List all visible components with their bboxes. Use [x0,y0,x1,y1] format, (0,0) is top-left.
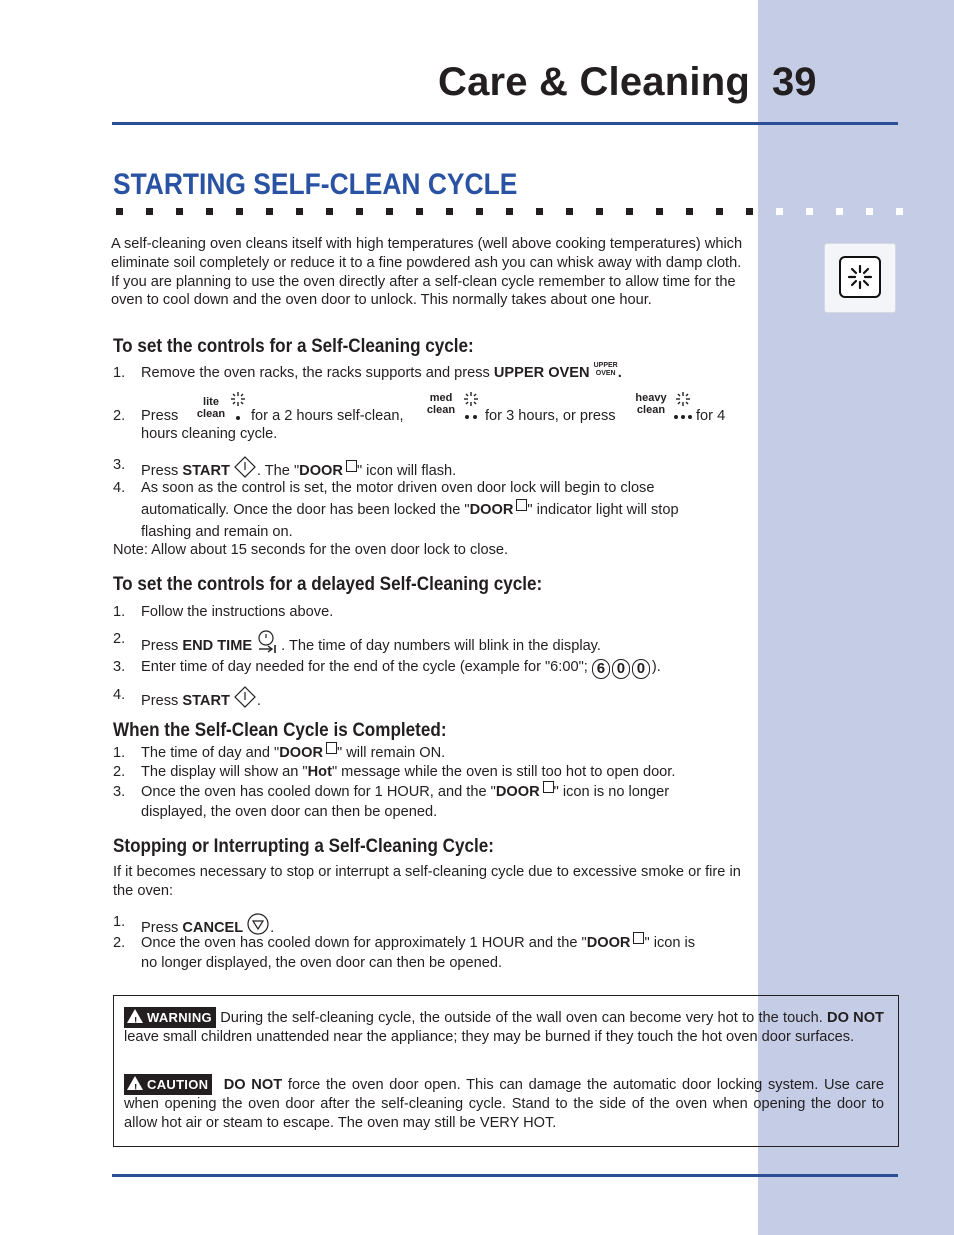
start-icon [233,455,257,479]
cancel-icon [246,912,270,936]
intro-paragraph: A self-cleaning oven cleans itself with high temperatures (well above cooking temperatures) which eliminate soil completely or reduce it to a fine powdered ash you can whisk away with damp cloth. If you are planning to use the oven directly after a self-clean cycle remember to allow time for the oven to cool down and the oven door to unlock. This normally takes about one hour. [111,236,743,309]
divider-dot [596,208,603,215]
page-title: Care & Cleaning [438,60,750,104]
divider-dot [566,208,573,215]
divider-dot [656,208,663,215]
stopping-intro: If it becomes necessary to stop or interrupt a self-cleaning cycle due to excessive smoke or fire in the oven: [113,864,741,899]
divider-dot [446,208,453,215]
warning-text: ! WARNING During the self-cleaning cycle, the outside of the wall oven can become very hot to the touch. DO NOT leave small children unattended near the appliance; they may be burned if they touch the hot oven door surfaces. [124,1007,884,1047]
heading-delayed: To set the controls for a delayed Self-Cleaning cycle: [113,574,543,595]
divider-dot [326,208,333,215]
divider-dot [266,208,273,215]
lite-clean-icon [229,390,247,422]
digit-key: 0 [632,659,650,679]
divider-dot [146,208,153,215]
divider-dot [356,208,363,215]
heavy-clean-key: heavy clean [635,392,667,416]
divider-dot [776,208,783,215]
note: Note: Allow about 15 seconds for the oven door lock to close. [113,542,509,558]
divider-dot [716,208,723,215]
divider-dot [866,208,873,215]
header-rule [112,122,898,125]
door-lock-icon [633,932,644,944]
door-lock-icon [516,499,527,511]
divider-dot [236,208,243,215]
door-lock-icon [543,781,554,793]
page-number: 39 [772,60,817,104]
warning-badge: ! WARNING [124,1007,216,1028]
heavy-clean-icon [671,390,695,422]
step-2: 2. Press lite clean for a 2 hours self-clean, med clean for 3 hours, or press heavy clean for 4 hours cleaning cycle. [113,392,726,442]
self-clean-icon [824,243,896,313]
divider-dot [476,208,483,215]
lite-clean-key: lite clean [196,396,226,420]
end-time-icon [255,629,281,655]
door-lock-icon [326,742,337,754]
divider-dot [176,208,183,215]
divider-dot [806,208,813,215]
digit-key: 0 [612,659,630,679]
upper-oven-key: UPPER OVEN [593,362,618,377]
divider-dot [386,208,393,215]
heading-stopping: Stopping or Interrupting a Self-Cleaning Cycle: [113,836,494,857]
alert-triangle-icon: ! [127,1076,143,1090]
warning-box [113,995,899,1147]
divider-dot [686,208,693,215]
heading-completed: When the Self-Clean Cycle is Completed: [113,720,447,741]
divider-dot [626,208,633,215]
caution-text: ! CAUTION DO NOT force the oven door open. This can damage the automatic door locking system. Use care when opening the oven door after the self-cleaning cycle. Stand to the side of the oven when opening the door to allow hot air or steam to escape. The oven may still be VERY HOT. [124,1074,884,1134]
divider-dot [416,208,423,215]
digit-key: 6 [592,659,610,679]
door-lock-icon [346,460,357,472]
divider-dot [746,208,753,215]
heading-set-controls: To set the controls for a Self-Cleaning cycle: [113,336,474,357]
med-clean-icon [460,390,482,422]
start-icon [233,685,257,709]
divider-dot [836,208,843,215]
alert-triangle-icon: ! [127,1009,143,1023]
divider-dot [506,208,513,215]
divider-dot [536,208,543,215]
med-clean-key: med clean [426,392,456,416]
section-title: STARTING SELF-CLEAN CYCLE [113,168,518,201]
divider-dot [116,208,123,215]
divider-dot [896,208,903,215]
divider-dot [296,208,303,215]
divider-dot [206,208,213,215]
caution-badge: ! CAUTION [124,1074,212,1095]
dotted-divider [116,208,906,216]
footer-rule [112,1174,898,1177]
